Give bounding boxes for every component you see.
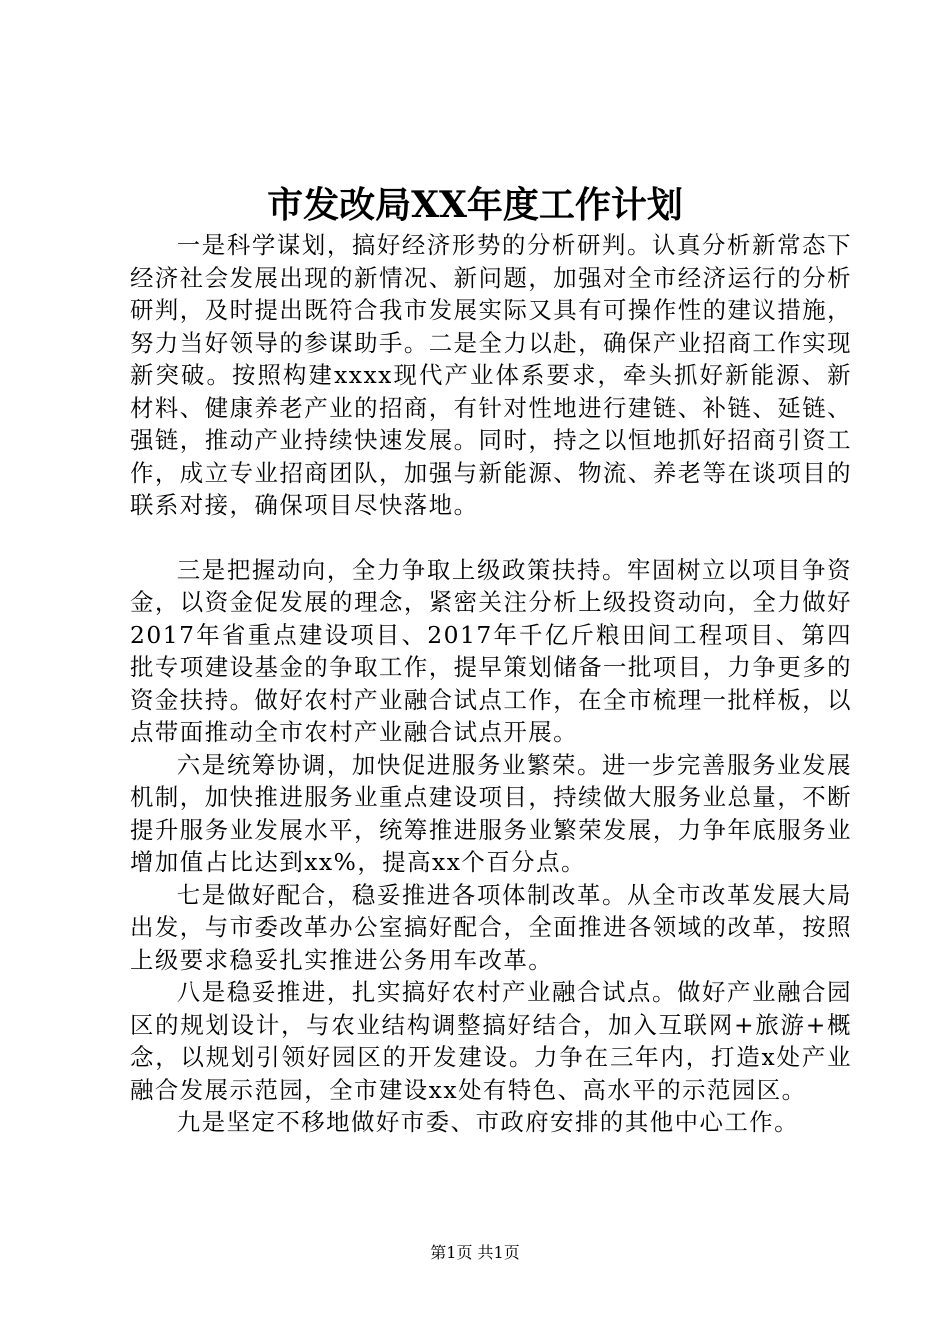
document-body: [130, 229, 852, 1139]
paragraph-1: 一是科学谋划，搞好经济形势的分析研判。认真分析新常态下经济社会发展出现的新情况、新问题，加强对全市经济运行的分析研判，及时提出既符合我市发展实际又具有可操作性的建议措施，努力当好领导的参谋助手。二是全力以赴，确保产业招商工作实现新突破。按照构建xxxx现代产业体系要求，牵头抓好新能源、新材料、健康养老产业的招商，有针对性地进行建链、补链、延链、强链，推动产业持续快速发展。同时，持之以恒地抓好招商引资工作，成立专业招商团队，加强与新能源、物流、养老等在谈项目的联系对接，确保项目尽快落地。: [130, 231, 852, 519]
paragraph-5: 八是稳妥推进，扎实搞好农村产业融合试点。做好产业融合园区的规划设计，与农业结构调整搞好结合，加入互联网+旅游+概念，以规划引领好园区的开发建设。力争在三年内，打造x处产业融合发展示范园，全市建设xx处有特色、高水平的示范园区。: [130, 978, 852, 1104]
paragraph-2: 三是把握动向，全力争取上级政策扶持。牢固树立以项目争资金，以资金促发展的理念，紧密关注分析上级投资动向，全力做好2017年省重点建设项目、2017年千亿斤粮田间工程项目、第四批专项建设基金的争取工作，提早策划储备一批项目，力争更多的资金扶持。做好农村产业融合试点工作，在全市梳理一批样板，以点带面推动全市农村产业融合试点开展。: [130, 555, 852, 746]
page-number-footer: 第1页 共1页: [430, 1243, 520, 1262]
paragraph-3: 六是统筹协调，加快促进服务业繁荣。进一步完善服务业发展机制，加快推进服务业重点建设项目，持续做大服务业总量，不断提升服务业发展水平，统筹推进服务业繁荣发展，力争年底服务业增加值占比达到xx%，提高xx个百分点。: [130, 750, 852, 876]
paragraph-6: 九是坚定不移地做好市委、市政府安排的其他中心工作。: [176, 1108, 800, 1136]
page-title: 市发改局XX年度工作计划: [267, 184, 683, 226]
paragraph-4: 七是做好配合，稳妥推进各项体制改革。从全市改革发展大局出发，与市委改革办公室搞好配合，全面推进各领域的改革，按照上级要求稳妥扎实推进公务用车改革。: [130, 880, 852, 974]
